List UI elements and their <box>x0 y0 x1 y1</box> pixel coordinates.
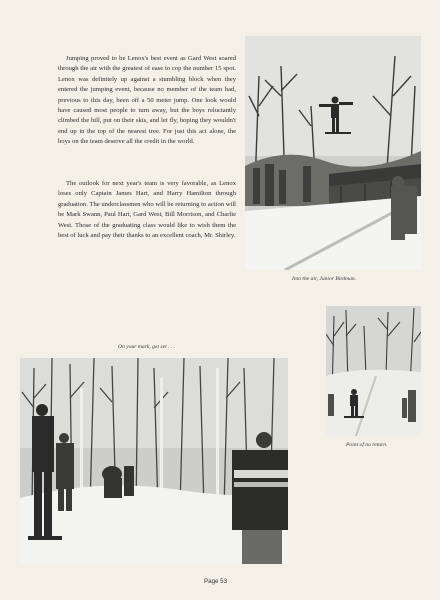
photo-skiers-start <box>20 358 288 564</box>
caption-mark: On your mark, get set . . . <box>118 344 176 350</box>
article-paragraph-2: The outlook for next year's team is very favorable, as Lenox loses only Captain James Hart, and Harry Hamilton through graduation. The underclassmen who will be returning to action will be Mark Swann, Paul Hart, Gard West, Bill Morrison, and Charlie West. Those of the graduating class would like to wish them the best of luck and pay their thanks to an excellent coach, Mr. Shirley. <box>58 180 236 240</box>
caption-return: Point of no return. <box>346 442 388 448</box>
photo-skier-descent <box>326 306 421 436</box>
page-number: Page 53 <box>204 578 228 585</box>
article-paragraph-1: Jumping proved to be Lenox's best event as Gard West soared through the air with the greatest of ease to cop the number 15 spot. Lenox was definitely up against a stumbling block when they entered the jumping event, because no member of the team had, previous to this day, been off a 50 meter jump. One look would have caused most people to turn away, but the boys reluctantly climbed the hill, put on their skis, and let fly, hoping they wouldn't end up in the top of the nearest tree. For just this act alone, the boys on the team deserve all the credit in the world. <box>58 55 236 146</box>
photo-ski-jumper <box>245 36 421 270</box>
caption-birdman: Into the air, Junior Birdman. <box>292 276 357 282</box>
